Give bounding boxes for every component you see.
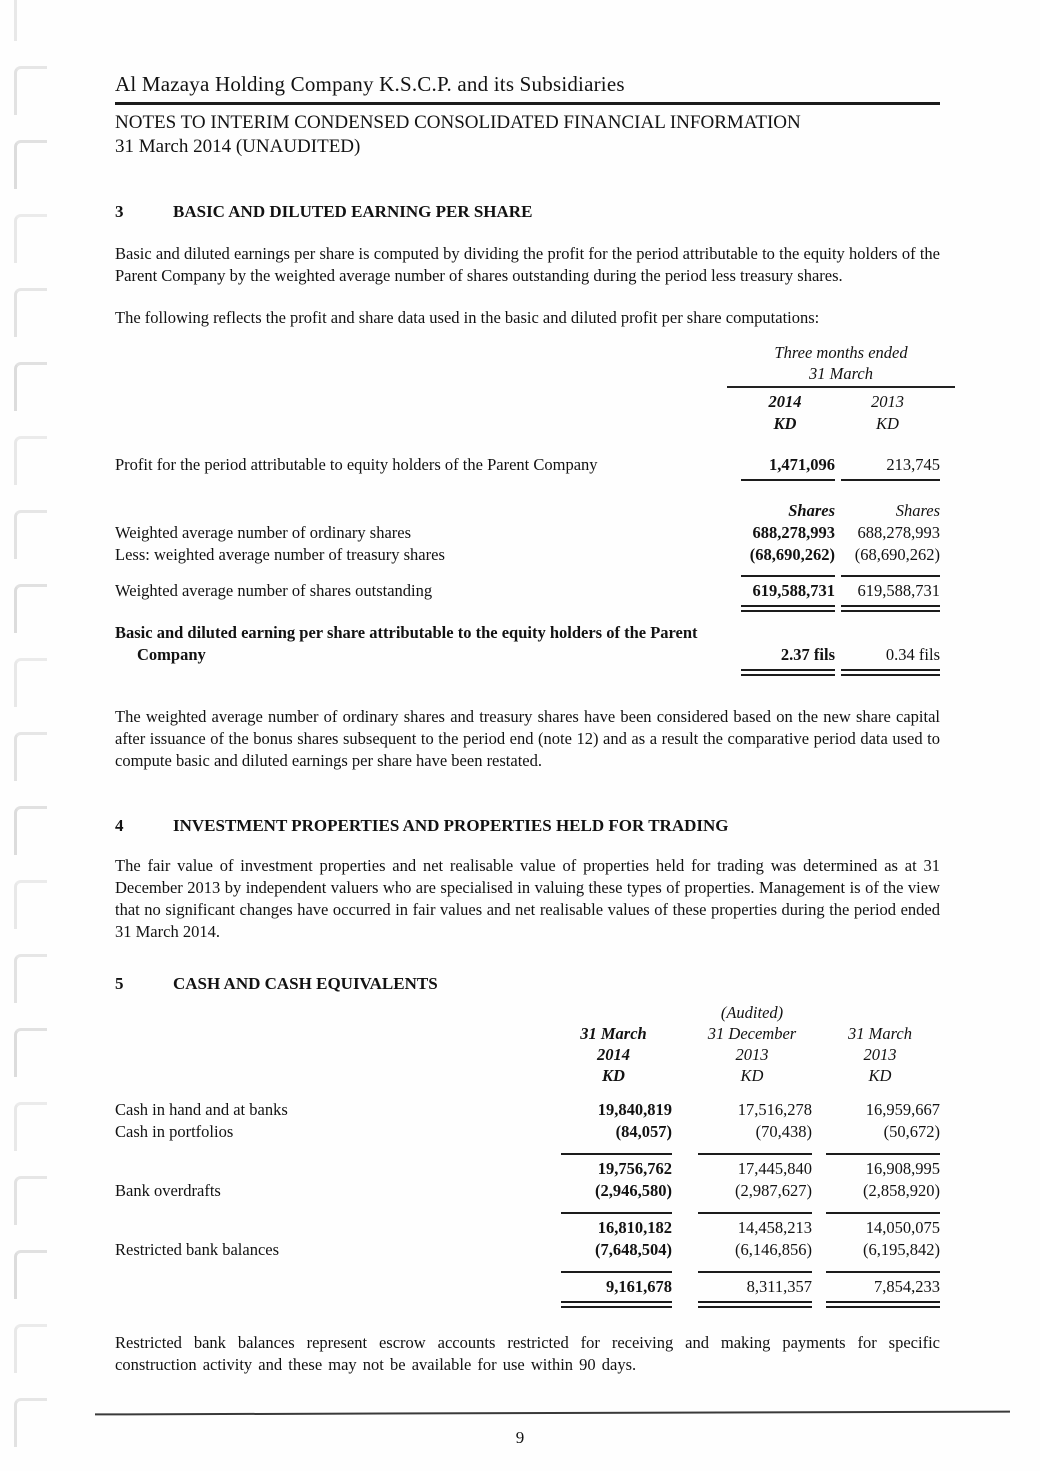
row-label: Basic and diluted earning per share attributable to the equity holders of the Parent Company — [115, 623, 698, 664]
table-row — [115, 1121, 940, 1143]
document-title-line2: 31 March 2014 (UNAUDITED) — [115, 136, 361, 157]
column-header: 31 March — [580, 1024, 647, 1043]
rule-row — [115, 1150, 940, 1158]
section-4 — [115, 816, 940, 943]
audited-note: (Audited) — [720, 1003, 784, 1022]
cell: 7,854,233 — [874, 1277, 940, 1296]
cell: (50,672) — [883, 1122, 940, 1141]
cell: 16,959,667 — [865, 1100, 940, 1119]
period-header-line2: 31 March — [808, 364, 873, 383]
cell: (6,195,842) — [863, 1240, 940, 1259]
table-row — [115, 544, 940, 566]
row-label: Cash in hand and at banks — [115, 1100, 288, 1119]
rule-row — [115, 1209, 940, 1217]
cell: 16,810,182 — [597, 1218, 672, 1237]
shares-header-row — [115, 500, 940, 522]
cell: (84,057) — [615, 1122, 672, 1141]
eps-table — [115, 342, 940, 679]
cell-2014: (68,690,262) — [749, 545, 835, 564]
cash-table — [115, 1002, 940, 1311]
cell-2014: 1,471,096 — [769, 455, 835, 474]
double-rule-row — [115, 602, 940, 615]
section-5-title: CASH AND CASH EQUIVALENTS — [173, 974, 438, 993]
rule-row — [115, 476, 940, 484]
rule-row — [115, 572, 940, 580]
cell: (2,946,580) — [595, 1181, 672, 1200]
cell: 14,458,213 — [737, 1218, 812, 1237]
cell-2014: 688,278,993 — [752, 523, 835, 542]
section-3-number: 3 — [115, 202, 124, 221]
shares-label-2014: Shares — [788, 501, 835, 520]
table-row — [115, 1180, 940, 1202]
section-3-paragraph-2: The following reflects the profit and share data used in the basic and diluted profit per share computations: — [115, 308, 820, 327]
cell-2013: (68,690,262) — [854, 545, 940, 564]
table-row — [115, 580, 940, 602]
company-name: Al Mazaya Holding Company K.S.C.P. and its Subsidiaries — [115, 72, 940, 105]
cell: (2,858,920) — [863, 1181, 940, 1200]
cell: 17,516,278 — [737, 1100, 812, 1119]
cell: (70,438) — [755, 1122, 812, 1141]
row-label: Restricted bank balances — [115, 1240, 280, 1259]
table-row — [115, 522, 940, 544]
kd-label-2014: KD — [773, 414, 797, 433]
row-label: Less: weighted average number of treasury shares — [115, 545, 445, 564]
double-rule-row — [115, 1298, 940, 1311]
cell: 16,908,995 — [865, 1159, 940, 1178]
cell-2014: 2.37 fils — [780, 645, 835, 664]
cell: 19,756,762 — [597, 1159, 672, 1178]
cell: 19,840,819 — [597, 1100, 672, 1119]
column-header: 31 December — [707, 1024, 797, 1043]
cell: (6,146,856) — [735, 1240, 812, 1259]
document-title — [115, 111, 940, 159]
footer-rule — [95, 1411, 1010, 1416]
document-page — [115, 72, 940, 1376]
shares-label-2013: Shares — [895, 501, 940, 520]
table-row — [115, 1239, 940, 1261]
column-header-2014: 2014 — [768, 392, 802, 411]
kd-label: KD — [602, 1066, 625, 1085]
section-4-heading — [115, 816, 940, 836]
period-header — [727, 342, 955, 384]
total-row — [115, 1276, 940, 1298]
eps-row — [115, 622, 940, 666]
page-number: 9 — [515, 1428, 525, 1447]
section-4-title: INVESTMENT PROPERTIES AND PROPERTIES HELD FOR TRADING — [173, 816, 729, 835]
table-row — [115, 1099, 940, 1121]
cell: (2,987,627) — [735, 1181, 812, 1200]
kd-label-2013: KD — [876, 414, 899, 433]
double-rule-row — [115, 666, 940, 679]
column-header-2013: 2013 — [871, 392, 904, 411]
period-header-line1: Three months ended — [774, 343, 908, 362]
row-label: Bank overdrafts — [115, 1181, 221, 1200]
column-header: 2013 — [863, 1045, 897, 1064]
section-3-title: BASIC AND DILUTED EARNING PER SHARE — [173, 202, 533, 221]
row-label: Weighted average number of shares outstanding — [115, 581, 433, 600]
section-3 — [115, 202, 940, 772]
cell-2013: 619,588,731 — [857, 581, 940, 600]
section-5-number: 5 — [115, 974, 124, 993]
row-label: Weighted average number of ordinary shares — [115, 523, 412, 542]
section-3-heading — [115, 202, 940, 222]
cell: 9,161,678 — [606, 1277, 672, 1296]
section-4-paragraph-1: The fair value of investment properties and net realisable value of properties held for trading was determined as at 31 December 2013 by independent valuers who are specialised in valuing these types of properties. Management is of the view that no significant changes have occurred in fair values and net realisable values of these properties during the period ended 31 March 2014. — [115, 856, 940, 941]
cell-2013: 688,278,993 — [857, 523, 940, 542]
section-5-heading — [115, 974, 940, 994]
cell-2013: 0.34 fils — [885, 645, 940, 664]
kd-label: KD — [868, 1066, 892, 1085]
cell: (7,648,504) — [595, 1240, 672, 1259]
column-header: 31 March — [847, 1024, 912, 1043]
rule-row — [115, 1268, 940, 1276]
section-3-paragraph-1: Basic and diluted earnings per share is computed by dividing the profit for the period attributable to the equity holders of the Parent Company by the weighted average number of shares outstanding during the period less treasury shares. — [115, 244, 940, 285]
table-row — [115, 454, 940, 476]
section-5-paragraph-1: Restricted bank balances represent escrow accounts restricted for receiving and making payments for specific construction activity and these may not be available for use within 90 days. — [115, 1333, 940, 1374]
section-4-number: 4 — [115, 816, 124, 835]
row-label: Cash in portfolios — [115, 1122, 234, 1141]
section-3-paragraph-3: The weighted average number of ordinary shares and treasury shares have been considered based on the new share capital after issuance of the bonus shares subsequent to the period end (note 12) and as a result the comparative period data used to compute basic and diluted earnings per share have been restated. — [115, 707, 940, 770]
scan-binding-artifacts — [0, 0, 70, 1471]
row-label: Profit for the period attributable to equity holders of the Parent Company — [115, 455, 598, 474]
document-title-line1: NOTES TO INTERIM CONDENSED CONSOLIDATED FINANCIAL INFORMATION — [115, 112, 801, 133]
cell: 14,050,075 — [865, 1218, 940, 1237]
kd-label: KD — [740, 1066, 764, 1085]
cell-2013: 213,745 — [886, 455, 940, 474]
column-header: 2014 — [597, 1045, 630, 1064]
column-header: 2013 — [735, 1045, 769, 1064]
table-row — [115, 1158, 940, 1180]
table-row — [115, 1217, 940, 1239]
cell-2014: 619,588,731 — [752, 581, 835, 600]
section-5 — [115, 974, 940, 1376]
cell: 8,311,357 — [746, 1277, 812, 1296]
period-header-rule — [727, 386, 955, 388]
cell: 17,445,840 — [737, 1159, 812, 1178]
